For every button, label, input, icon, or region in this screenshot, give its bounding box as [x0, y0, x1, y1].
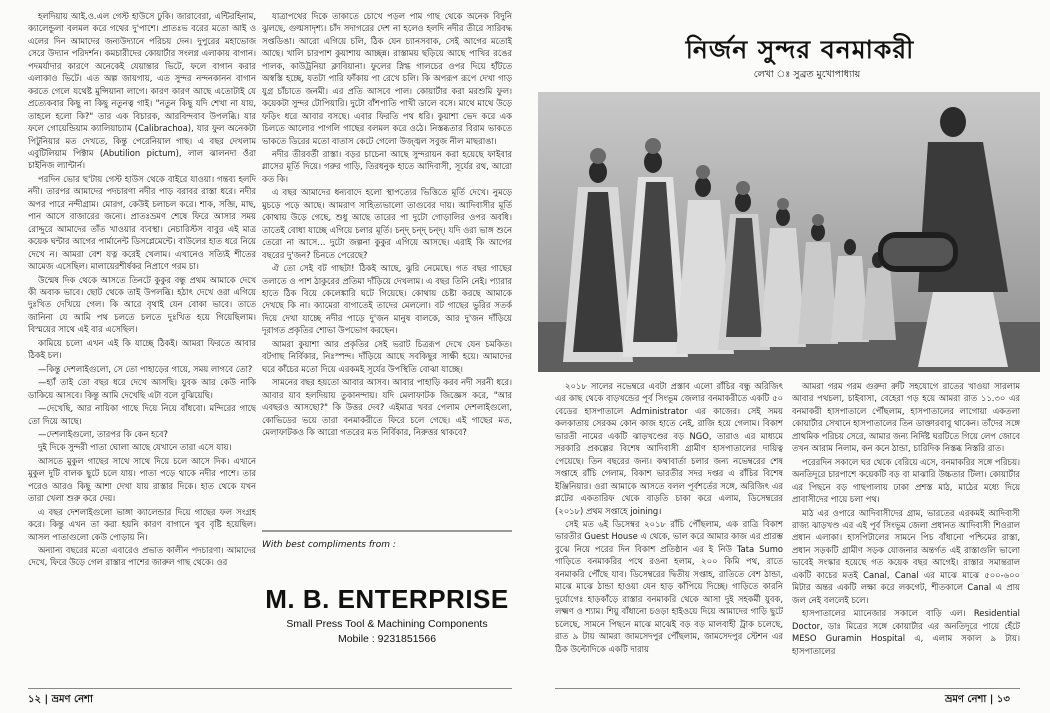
- footer-page-number-right: ভ্রমণ নেশা | ১৩: [945, 694, 1010, 705]
- paragraph: হলদিয়ায় আই.ও.এল গেস্ট হাউসে ঢুকি। জারাবেরা, এন্টিরহিনাম, ক্যালেন্ডুলা বলমল করে গথের দু'পাশে। প্রাতঃভ বরের মতো আই ও এলের দিন আমাদের জন্যউদ্যানে পরিচয় দেন। দুপুরের মহাভোজ সেরে উদ্যান পরিদর্শন। কমচারীদের কোয়ার্টার সংলগ্ন এলাকায় বাগান। পদমর্যাদার কারণে অনেকেই যেয়ান্তার ভিটে, ফলে বাগান করার এলাকাও ভিটে। এত অল্প জায়গায়, এত সুন্দর নন্দনকানন বাগান করতে গেলে যথেষ্ট মুন্সিয়ানা লাগে। কারণ কারণ আছে এতোটাই যে প্রত্যেকবার কিছু না কিছু নতুনত্ব গাই। "নতুন কিছু যদি শেখা না যায়, তাহলে হলো কি?" তার এক বিচারক, আরবিন্দবাব উপলব্ধি। যার ফলে গোয়েন্ডিয়াম ক্যালিয়াচ্যাম (Calibrachoa), যার ফুল অনেকটা পিটুনিয়ার মত দেখতে, কিন্তু পেরেনিয়াল গাছ। এ বছর দেখলাম এবুটিলিয়াম পিক্টাম (Abutilion pictum), লাল ঝালনদা ওঁরা চাইনিজ ল্যান্টার্ন।: [28, 11, 256, 171]
- article-title: নির্জন সুন্দর বনমাকরী: [685, 35, 915, 64]
- tribal-dance-photo: [538, 92, 1040, 372]
- advertisement: [262, 530, 512, 682]
- paragraph: অন্যান্য বছরের মতো এবারেও প্রভাত কালীন পদচারণা। আমাদের দেখে, ফিরে উড়ে গেল রাস্তার পাশের জারুল গাছ থেকে। ওর: [28, 545, 256, 568]
- right-column-2: [792, 380, 1020, 680]
- paragraph: উন্মেষ দিক থেকে আসতে তিনটে কুকুর বন্ধু প্রথম আমাকে দেখে কী অবাক ভাবে। ছোট থেকে তাই উপলব্ধি। হঠাৎ দেখে ওরা এগিয়ে দুঃখিত দেখিয়ে গেল। কি আরে বৃথাই যেন বোকা ভাবে। তাতে জানিনা যে আমি পথ চলতে চলতে দুঃখিত হয়ে গিয়েছিলাম। বিস্ময়ের সাথে এই বার এসেছিল।: [28, 274, 256, 335]
- ad-mobile: Mobile : 9231851566: [337, 633, 437, 645]
- paragraph: মাঠ এর ওপারে আদিবাসীদের গ্রাম, ভারতের এরকমই আদিবাসী রাজ্য ঝাড়খণ্ড এর এই পূর্ব সিংভূম জেলা প্রধানত আদিবাসী শিওরাল প্রধান এলাকা। হাসপিটালের সামনে পিচ বাঁধানো পশ্চিমের রাস্তা, প্রধান সড়কটি গ্রামীণ সড়ক যোজনার অন্তর্গত এই রাস্তাগুলি ভালো ভাবেই সংস্কার হয়েছে গত কয়েক বছর আগেই। রাস্তার সমান্তরাল একটি কাচের মতই Canal, Canal এর মাঝে মাঝে ৫০০-৬০০ মিটার অন্তর একটি লক্ষা করে লকগেট, শীতকালে Canal এ প্রায় জল নেই বললেই চলে।: [792, 507, 1020, 605]
- article-byline: লেখা ঃ সুব্রত মুখোপাধ্যায়: [753, 69, 861, 80]
- paragraph: আমরা কুয়াশা আর প্রকৃতির সেই ভরাট চিত্ররূপ দেখে যেন চমকিত। বটগাছ নির্বিকার, নিঃস্পন্দ। দাঁড়িয়ে আছে সবকিছুর সাক্ষী হয়ে। আমাদের ঘরে কাঁচের মতো দিয়ে এরকমই সূর্যের উপস্থিতি বোঝা যাচ্ছে।: [262, 338, 512, 374]
- right-column-1: [555, 380, 783, 680]
- paragraph: সামনের বছর হয়তো আবার আসব। আবার পাহাড়ি করব নদী সরনী ধরে। আবার যাব হলদিয়ায় তুকানন্দায়। যদি মেলাফাটক জিজ্ঞেস করে, "আর এবছরও আসছো?" কি উত্তর দেব? এইমাত্র খবর পেলাম দেশলাইগুলো, কোভিডের ভয়ে তারা বনমাকরীতে ফিরে চলে গেছে। এই গাছের মত, মেলাফাটকও কি আরো গতরের মত নির্বিকার, নিরুত্তর থাকবে?: [262, 377, 512, 437]
- paragraph: আসতে মুকুল গাছের সাথে সাথে দিয়ে চলে আসে দিক। এখানে মুকুল দুটি বালক ছুটে চলে যায়। পাতা পড়ে থাকে নদীর পাশে। তার পরেও আরও কিছু আশা দেখা যায় রাস্তার দিকে। হাত থেকে যখন তারা খেলা শুরু করে দেয়।: [28, 455, 256, 504]
- paragraph: পরেরদিন সকালে ঘর থেকে বেরিয়ে এসে, বনমাকরির সঙ্গে পরিচয়। অনতিদূরে চারপাশে কয়েকটি বড় বা মাঝারি উচ্চতার টিলা। কোয়ার্টার এর পিছনে বড় গাছপালায় ঢাকা প্রশস্ত মাঠ, মাঠের মধ্যে দিয়ে প্রাবাসীদের পায়ে চলা পথ।: [792, 456, 1020, 505]
- ad-compliments: With best compliments from :: [262, 540, 396, 550]
- paragraph: দুই দিকে সুন্দরী পাতা ঘোলা আছে যেখানে তারা এসে যায়।: [38, 442, 232, 453]
- left-column-2: [262, 10, 512, 525]
- ad-company-name: M. B. ENTERPRISE: [265, 584, 509, 614]
- footer-rule-right: [555, 688, 1020, 689]
- paragraph: এ বছর দেশলাইগুলো ভাঙ্গা ক্যালেন্ডার দিয়ে গাছের ফল সংগ্রহ করে। কিন্তু এখন তা করা হয়নি কারণ বাগানে খুব বৃষ্টি হয়েছিল। আসল পাতাগুলো কেউ পোড়ায় নি।: [28, 506, 256, 542]
- ad-tagline: Small Press Tool & Machining Components: [286, 618, 488, 630]
- paragraph: এ বছর আমাদের ধন্যবাদে হলো স্থাপত্যের ভিত্তিতে মূর্তি দেখে। নুমড়ে মুচড়ে পড়ে আছে। আমরাণ সাহিত্যভালো তাগুবের দায়। আদিবাসীর মূর্তি কোথায় উড়ে গেছে, শুধু আছে তারের পা দুটো গোড়ালির ওপর অবধি। তাতেই বোধা যাচ্ছে এগিয়ে চলার মূর্তি। চন্দ্ চন্দ্ চন্দ্। যদি ওরা ভাঙ্গ শুনে তেরো না আসে… দুটো জল্পনা কুকুর এগিয়ে আসছে। এরাই কি আগের বছরের দু'জন? চিনতে পেরেছে?: [262, 187, 512, 260]
- dialogue-line: —দেশলাইগুলো, তারপর কি কেন হবে?: [38, 428, 168, 439]
- footer-page-number-left: ১২ | ভ্রমণ নেশা: [28, 694, 93, 705]
- paragraph: নদীর তীরবর্তী রাস্তা। বড়র চাচেনা আছে সুন্দরায়ন করা হয়েছে ফাইবার গ্লাসের মূর্তি দিয়ে। গরুর গাড়ি, তিরধনুক হাতে আদিবাসী, সূর্যের রথ, আরো কত কি।: [262, 148, 512, 184]
- dialogue-line: —কিন্তু দেশলাইগুলো, সে তো পাহাড়ের গায়ে, সময় লাগবে তো?: [38, 363, 253, 374]
- paragraph: যাত্রাপথের দিকে তাকাতে চোখে পড়ল পাম গাছ থেকে অনেক বিদুনি ঝুলছে, গুল্মসাদৃশ্য। চাঁদ সদাগরের দেশ না হলেও হলদি নদীর তীরে সারিবদ্ধ সপ্তডিঙা। আরো এগিয়ে চলি, ঠিক যেন চ্যানসবাক, সেই আগের মতোই আছে। খালি চারপাশ কুয়াশায় আচ্ছন্ন। রাস্তাময় ছড়িয়ে আছে পাখির রঙের পালক, কাউট্রনিয়া ক্লাবিয়ানা। ফুলের স্নিগ্ধ গালচের ওপর দিয়ে হাঁটতে অস্বস্তি হচ্ছে, যতটা পারি ফাঁকায় পা রেখে চলি। কি অপরূপ রূপে দেখা গাড় যুগ্র চাঁচাতে জনমী। এর প্রতি আসবে পাল। কোয়ার্টার করা মরশুমি ফুল। কয়েকটা সুন্দর টোপিয়ারি। দুটো বাঁশপাতি পাখী ডালে বসে। মাথে মাথে উড়ে ফড়িং ধরে আবার বসছে। এবার ফিরতি পথ ধরি। কুয়াশা ভেদ করে এক চিলতে আলোর পাগলি গাছের বলমল করে ওঠে। নিস্তব্ধতার বিরাম ভাকতে ভাকতে ডিরের মতো বাতাস কেটে গেলো উজ্জ্বল সবুজ নীল মাছরাঙা।: [262, 11, 512, 146]
- paragraph: সেই মত ৬ই ডিসেম্বর ২০১৮ রাঁচি পৌঁছলাম, এক রাত্রি বিকাশ ভারতীর Guest House এ থেকে, ভাল করে আমার কাজ এর প্রারম্ভ বুঝে নিয়ে পরের দিন বিকাশ প্রতিষ্ঠান এর ই নিউ Tata Sumo গাড়িতে বনমাকরির পথে রওনা হলাম, ২০০ কিমি পথ, রাতে বনমাকরি পৌঁছে যাব। ডিসেম্বরের দ্বিতীয় সপ্তাহ, রাতিতে বেশ ঠান্ডা, মাঝে মাঝে ঠান্ডা হাওয়া যেন হাড় কাঁপিয়ে দিচ্ছে। গাড়িতে কারনি দুর্যোগেঃ হাড়কাঁড়ে রাস্তার বনমাকরি থেকে আসা দুই সহকর্মী যুবক, লক্ষ্মণ ও শ্যাম। শিয়ু বাঁধানো চওড়া হাইওয়ে দিয়ে আমাদের গাড়ি ছুটে চলেছে, সামনে পিছনে মাঝে মাঝেই বড় বড় মালবাহী ট্রাক চলেছে, রাত ৯ টায় আমরা জামসেদপুর পৌঁছলাম, জামসেদপুর স্টেশন এর ঠিক উল্টোদিকে একটি দারায়: [555, 518, 783, 654]
- paragraph: হাসপাতালের ম্যানেজার সকালে বাড়ি এল। Residential Doctor, ডাঃ মিত্রের সঙ্গে কোয়ার্টার এর অনতিদূরে পায়ে হেঁটে MESO Guramin Hospital এ, এলাম সকাল ৯ টায়। হাসপাতালের: [792, 608, 1020, 656]
- paragraph: ঐ তো সেই বট গাছটা! ঠিকই আছে, ঝুরি নেমেছে। গত বছর গাছের তলাতে ও পাশ ঠাকুরের প্রতিমা দাঁড়িয়ে দেখলাম। এ বছর তিনি নেই। প্যারার হাতে ঠিক বিয়ে কেলেঙ্কারি ঘটে গিয়েছে। কোথায় চেষ্টা করছে আমাকে দেখছে কি না। ক্যামেরা বাগাতেই তাদের মেললো। বট গাছের ভুরির সতর্ক দিয়ে দেখা যাচ্ছে নদীর পাড়ে দু'জন মানুষ বালকে, আর দু'জন দাঁড়িয়ে দূরাগত প্রকৃতির শোভা উপভোগ করছেন।: [262, 263, 512, 336]
- dialogue-line: —দেখেছি, আর নায়িকা গাছে দিয়ে নিয়ে বাঁধবো। মন্দিরের গাছে তো দিয়ে আছে।: [28, 403, 256, 426]
- footer-rule-left: [28, 688, 512, 689]
- dialogue-line: —হ্যাঁ তাই তো বছর ধরে দেখে আসছি। যুবক আর কেউ নাকি ডাকিয়ে আসবে। কিন্তু আমি দেখেছি এটা বলে বুঝিয়েছি।: [28, 377, 256, 400]
- paragraph: ২০১৮ সালের নভেম্বরে এবটা প্রস্তাব এলো রাঁচির বন্ধু অরিজিৎ এর কাছ থেকে বাড়খন্ডের পূর্ব সিংভূম জেলার বনমাকরীতে একটি ৫০ বেডের হাসপাতালে Administrator এর কাজের। সেই সময় কলকাতায় সেরকম কোন কাজ হাতে নেই, রাজি হয়ে গেলাম। বিকাশ ভারতী নামের একটি ঝাড়খণ্ডের বড় NGO, তারাও এর মাধ্যমে সরকারি প্রকল্পের বিশেষ আদিবাসী গ্রামীণ হাসপাতালের দায়িত্ব পেয়েছে। তিন বছরের জন্য। কথাবার্তা চলার জন্য নভেম্বরের শেষ সপ্তাহে রাঁচি গেলাম, বিকাশ ভারতীর সদর দপ্তর এ রাঁচির বিশেষ ইঞ্জিনিয়ার। ওরা আমাকে আসতে বলল পূর্বশর্তের সঙ্গে, অরিজিৎ এর প্লটের একতারিফ থেকে বাড়তি চাকা করে এলাম, ডিসেম্বরের (২০১৮) প্রথম সপ্তাহে joining।: [555, 381, 783, 516]
- paragraph: পরদিন ভোর ছ'টায় গেস্ট হাউস থেকে বাইরে যাওয়া। গন্তব্য হলদি নদী। তারপর আমাদের পদচারণা নদীর পাড় বরাবর রাস্তা ধরে। নদীর অপর পারে নন্দীগ্রাম। মোরগ, কেউই চলাচল করে। শাক, সব্জি, মাছ, পান আসে বাজারের জন্যে। প্রাতঃভ্রমণ শেষে ফিরে আসার সময় রোদ্দুরে আমাদের তাঁত খাওয়ার ব্যবস্থা। নেচারিস্টস বাবুর এই মাত্র কয়েক ঘন্টার আগের পার্মানেন্ট ডিসপ্লেমেন্টে। বাউলের হাত ধরে নিয়ে দেখে ন। আমরা বেশ যত্ন করেই খেলাম। এখানেও সত্যিই শীতের আমেজ এসেছিল। মালায়েরশীর্ষকর নিপ্রাণে গরম চা।: [28, 173, 256, 272]
- paragraph: আমরা গরম গরম গুরুদা রুটি সহযোগে রাতের খাওয়া সারলাম আবার পথচলা, চাইবাসা, বেহেরা গড় হয়ে আমরা রাত ১১.৩০ এর বনমাকরী হাসপাতালে পৌঁছলাম, হাসপাতালের লাগোয়া একতলা কোয়ার্টার সেখানে হাসপাতালের তিন ডাক্তারবাবু থাকেন। তাঁদের সঙ্গে প্রাথমিক পরিচয় সেরে, আমার জন্য নির্দিষ্ট ঘরটিতে গিয়ে লেপ জোবে তখন আরাম নিলাম, কন কনে ঠান্ডা, চারিদিক নিস্তব্ধ নিস্তরি রাত।: [792, 381, 1020, 454]
- paragraph: কামিয়ে চলো এখন এই কি যাচ্ছে ঠিকই। আমরা ফিরতে আবার ঠিকই চল।: [28, 337, 256, 361]
- left-column-1: [28, 10, 256, 676]
